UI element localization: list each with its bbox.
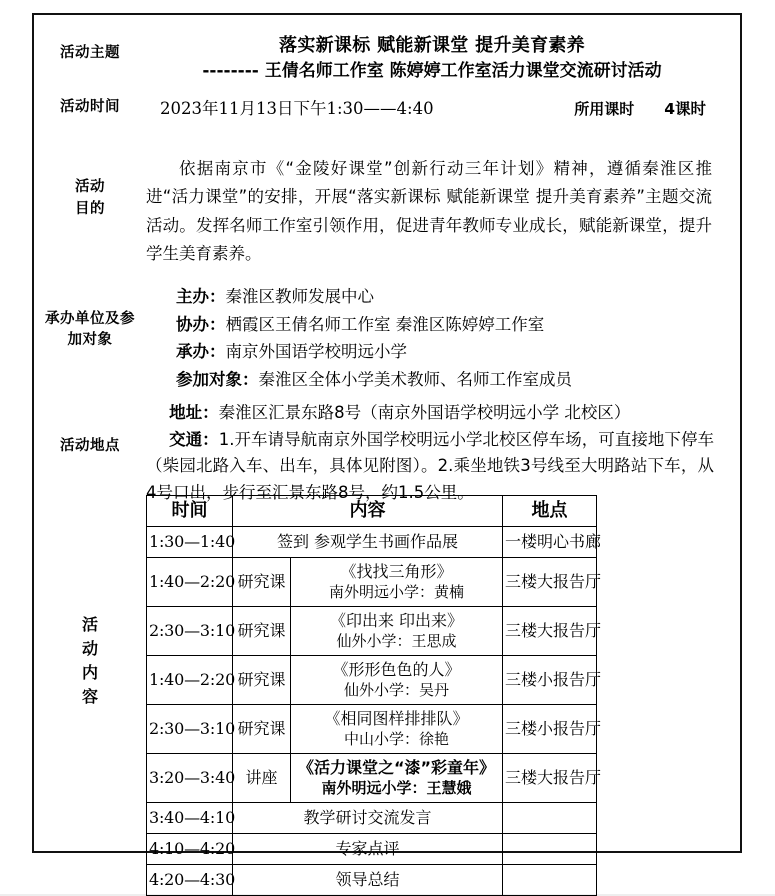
row-place: [503, 865, 597, 896]
row-content: 专家点评: [233, 834, 503, 865]
row-content: 签到 参观学生书画作品展: [233, 527, 503, 558]
organizer-key: 参加对象：: [176, 370, 259, 390]
organizer-line: [176, 311, 720, 339]
content-label-char: 容: [81, 687, 98, 706]
row-time: 2:30—3:10: [147, 705, 233, 754]
organizers-list: [146, 283, 740, 394]
row-content-title: 《相同图样排排队》: [324, 709, 469, 729]
table-row: [147, 705, 597, 754]
row-content: 领导总结: [233, 865, 503, 896]
table-row: [147, 865, 597, 896]
content-label-char: 活: [81, 615, 98, 634]
row-kind: 研究课: [233, 558, 291, 607]
schedule-header-place: 地点: [503, 496, 597, 527]
time-value: 2023年11月13日下午1:30——4:40: [160, 99, 434, 118]
content-label: [34, 495, 146, 709]
organizers-label-line2: 加对象: [67, 332, 113, 349]
organizer-value: 南京外国语学校明远小学: [225, 342, 407, 362]
organizer-value: 秦淮区全体小学美术教师、名师工作室成员: [258, 370, 572, 390]
time-line: [146, 97, 740, 122]
purpose-row: [34, 155, 740, 269]
row-content: [291, 656, 503, 705]
row-place: 三楼大报告厅: [503, 607, 597, 656]
row-kind: 研究课: [233, 656, 291, 705]
theme-body: [146, 33, 740, 84]
theme-main-title: 落实新课标 赋能新课堂 提升美育素养: [279, 35, 585, 56]
row-content: [291, 705, 503, 754]
row-time: 1:30—1:40: [147, 527, 233, 558]
purpose-label: [34, 155, 146, 221]
row-place: [503, 803, 597, 834]
table-row: [147, 803, 597, 834]
organizers-body: [146, 283, 740, 394]
table-row: [147, 754, 597, 803]
row-content: [291, 558, 503, 607]
row-place: 三楼大报告厅: [503, 558, 597, 607]
row-content-title: 《活力课堂之“漆”彩童年》: [297, 758, 496, 778]
time-body: [146, 97, 740, 122]
purpose-text: 依据南京市《“金陵好课堂”创新行动三年计划》精神，遵循秦淮区推进“活力课堂”的安排，开展“落实新课标 赋能新课堂 提升美育素养”主题交流活动。发挥名师工作室引领作用，促进青年教师专业成长，赋能新课堂，提升学生美育素养。: [146, 159, 712, 264]
theme-row: [34, 33, 740, 84]
content-body: [146, 495, 740, 896]
content-row: [34, 495, 740, 896]
schedule-table: [146, 495, 602, 896]
row-kind: 研究课: [233, 607, 291, 656]
row-place: 一楼明心书廊: [503, 527, 597, 558]
organizers-row: [34, 283, 740, 394]
content-label-char: 内: [81, 663, 98, 682]
row-time: 4:20—4:30: [147, 865, 233, 896]
periods-label: 所用课时: [574, 100, 635, 118]
row-content-presenter: 仙外小学：王思成: [336, 631, 457, 650]
venue-body: [146, 400, 740, 507]
purpose-label-line1: 活动: [75, 179, 105, 195]
table-row: [147, 558, 597, 607]
venue-label: 活动地点: [60, 438, 120, 454]
row-content: [291, 607, 503, 656]
schedule-header-content: 内容: [233, 496, 503, 527]
table-row: [147, 834, 597, 865]
row-time: 3:20—3:40: [147, 754, 233, 803]
row-content: 教学研讨交流发言: [233, 803, 503, 834]
row-content-title: 《找找三角形》: [340, 562, 453, 582]
venue-address-key: 地址：: [169, 403, 219, 422]
purpose-body: [146, 155, 740, 269]
row-place: 三楼大报告厅: [503, 754, 597, 803]
organizers-label-line1: 承办单位及参: [45, 311, 135, 327]
organizer-key: 主办：: [176, 287, 226, 306]
table-row: [147, 607, 597, 656]
row-time: 1:40—2:20: [147, 656, 233, 705]
row-place: 三楼小报告厅: [503, 656, 597, 705]
theme-label: 活动主题: [60, 45, 120, 61]
document-frame: [32, 13, 742, 889]
row-kind: 研究课: [233, 705, 291, 754]
organizer-key: 承办：: [176, 342, 226, 362]
organizer-line: [176, 366, 720, 394]
content-label-char: 动: [81, 639, 98, 658]
purpose-label-line2: 目的: [75, 200, 105, 217]
row-time: 4:10—4:20: [147, 834, 233, 865]
row-content-presenter: 仙外小学：吴丹: [343, 680, 449, 699]
row-time: 2:30—3:10: [147, 607, 233, 656]
organizer-value: 秦淮区教师发展中心: [225, 287, 374, 306]
periods-value: 4课时: [664, 100, 706, 118]
venue-transport-value: 1.开车请导航南京外国学校明远小学北校区停车场，可直接地下停车（柴园北路入车、出车，具体见附图）。2.乘坐地铁3号线至大明路站下车，从4号口出，步行至汇景东路8号，约1.5公里。: [146, 429, 714, 503]
row-content-presenter: 中山小学：徐艳: [343, 729, 449, 748]
row-content-presenter: 南外明远小学：王慧娥: [321, 778, 472, 797]
schedule-header-time: 时间: [147, 496, 233, 527]
table-row: [147, 656, 597, 705]
table-row: [147, 527, 597, 558]
venue-row: [34, 400, 740, 507]
row-time: 1:40—2:20: [147, 558, 233, 607]
organizers-label: [34, 283, 146, 351]
time-row: [34, 97, 740, 122]
venue-transport-key: 交通：: [169, 429, 219, 449]
document-sheet: [34, 15, 740, 889]
row-content-title: 《形形色色的人》: [332, 660, 461, 680]
row-content-title: 《印出来 印出来》: [329, 611, 464, 631]
organizer-line: [176, 283, 720, 311]
organizer-key: 协办：: [176, 314, 226, 334]
row-place: 三楼小报告厅: [503, 705, 597, 754]
schedule-header-row: [147, 496, 597, 527]
row-place: [503, 834, 597, 865]
organizer-value: 栖霞区王倩名师工作室 秦淮区陈婷婷工作室: [225, 314, 545, 334]
row-time: 3:40—4:10: [147, 803, 233, 834]
time-label: 活动时间: [60, 99, 120, 115]
theme-subtitle: -------- 王倩名师工作室 陈婷婷工作室活力课堂交流研讨活动: [202, 61, 662, 82]
row-content-presenter: 南外明远小学：黄楠: [328, 582, 464, 601]
row-content: [291, 754, 503, 803]
venue-address-value: 秦淮区汇景东路8号（南京外国语学校明远小学 北校区）: [218, 403, 631, 422]
row-kind: 讲座: [233, 754, 291, 803]
organizer-line: [176, 338, 720, 366]
venue-address-line: [146, 400, 714, 427]
